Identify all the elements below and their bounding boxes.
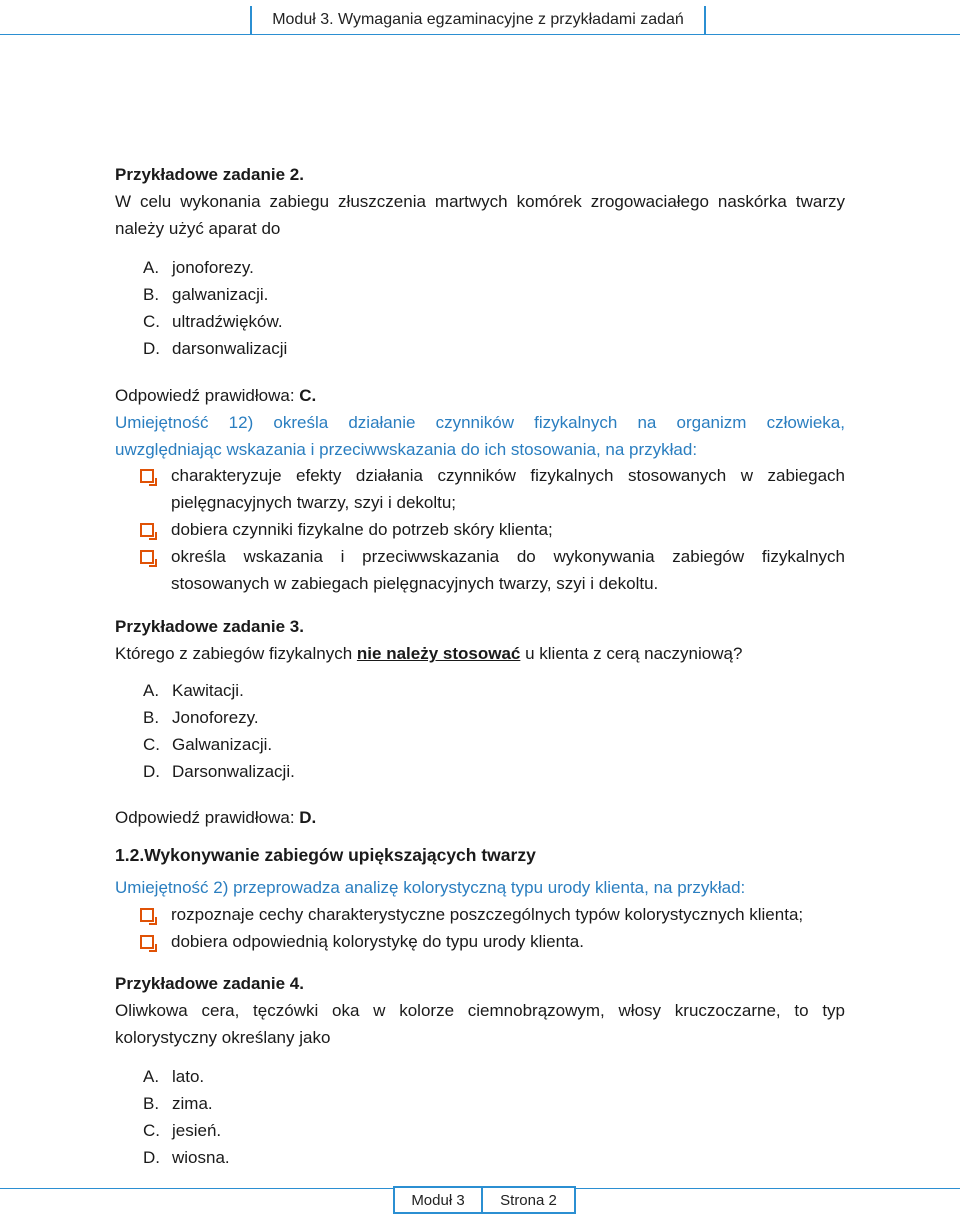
task3-option-d: D. Darsonwalizacji. xyxy=(143,762,295,781)
task4-option-c: C. jesień. xyxy=(143,1121,222,1140)
checkbox-bullet-icon xyxy=(140,908,154,922)
task4-question-line1: Oliwkowa cera, tęczówki oka w kolorze ciemnobrązowym, włosy kruczoczarne, to typ xyxy=(115,1001,845,1020)
task2-question-line1: W celu wykonania zabiegu złuszczenia martwych komórek zrogowaciałego naskórka twarzy xyxy=(115,192,845,211)
section-heading: 1.2.Wykonywanie zabiegów upiększających twarzy xyxy=(115,845,536,865)
checkbox-bullet-icon xyxy=(140,523,154,537)
skill12-bullet2: dobiera czynniki fizykalne do potrzeb skóry klienta; xyxy=(171,520,553,539)
task2-answer: Odpowiedź prawidłowa: C. xyxy=(115,386,317,405)
skill2-bullet2: dobiera odpowiednią kolorystykę do typu urody klienta. xyxy=(171,932,584,951)
task2-option-b: B. galwanizacji. xyxy=(143,285,269,304)
task2-option-d: D. darsonwalizacji xyxy=(143,339,288,358)
footer-page-number: Strona 2 xyxy=(481,1186,576,1214)
task3-option-a: A. Kawitacji. xyxy=(143,681,244,700)
task4-option-a: A. lato. xyxy=(143,1067,205,1086)
skill12-line1: Umiejętność 12) określa działanie czynników fizykalnych na organizm człowieka, xyxy=(115,413,845,432)
skill12-bullet1-line2: pielęgnacyjnych twarzy, szyi i dekoltu; xyxy=(171,493,457,512)
task2-option-a: A. jonoforezy. xyxy=(143,258,254,277)
task2-question-line2: należy użyć aparat do xyxy=(115,219,281,238)
footer-module: Moduł 3 xyxy=(393,1186,483,1214)
skill12-bullet3-line1: określa wskazania i przeciwwskazania do wykonywania zabiegów fizykalnych xyxy=(171,547,845,566)
skill12-bullet1-line1: charakteryzuje efekty działania czynników fizykalnych stosowanych w zabiegach xyxy=(171,466,845,485)
task2-title: Przykładowe zadanie 2. xyxy=(115,165,304,184)
checkbox-bullet-icon xyxy=(140,935,154,949)
task4-option-d: D. wiosna. xyxy=(143,1148,230,1167)
task3-option-c: C. Galwanizacji. xyxy=(143,735,273,754)
task3-title: Przykładowe zadanie 3. xyxy=(115,617,304,636)
task2-option-c: C. ultradźwięków. xyxy=(143,312,283,331)
task4-option-b: B. zima. xyxy=(143,1094,213,1113)
header-rule xyxy=(0,34,960,35)
checkbox-bullet-icon xyxy=(140,469,154,483)
task3-question: Którego z zabiegów fizykalnych nie należy stosować u klienta z cerą naczyniową? xyxy=(115,644,743,663)
skill2-line: Umiejętność 2) przeprowadza analizę kolorystyczną typu urody klienta, na przykład: xyxy=(115,878,746,897)
skill2-bullet1: rozpoznaje cechy charakterystyczne poszczególnych typów kolorystycznych klienta; xyxy=(171,905,804,924)
task3-option-b: B. Jonoforezy. xyxy=(143,708,259,727)
skill12-line2: uwzględniając wskazania i przeciwwskazania do ich stosowania, na przykład: xyxy=(115,440,698,459)
skill12-bullet3-line2: stosowanych w zabiegach pielęgnacyjnych twarzy, szyi i dekoltu. xyxy=(171,574,659,593)
page-header-title: Moduł 3. Wymagania egzaminacyjne z przykładami zadań xyxy=(250,6,706,34)
task3-answer: Odpowiedź prawidłowa: D. xyxy=(115,808,317,827)
checkbox-bullet-icon xyxy=(140,550,154,564)
task3-question-emphasis: nie należy stosować xyxy=(356,644,521,663)
task4-question-line2: kolorystyczny określany jako xyxy=(115,1028,331,1047)
task4-title: Przykładowe zadanie 4. xyxy=(115,974,304,993)
